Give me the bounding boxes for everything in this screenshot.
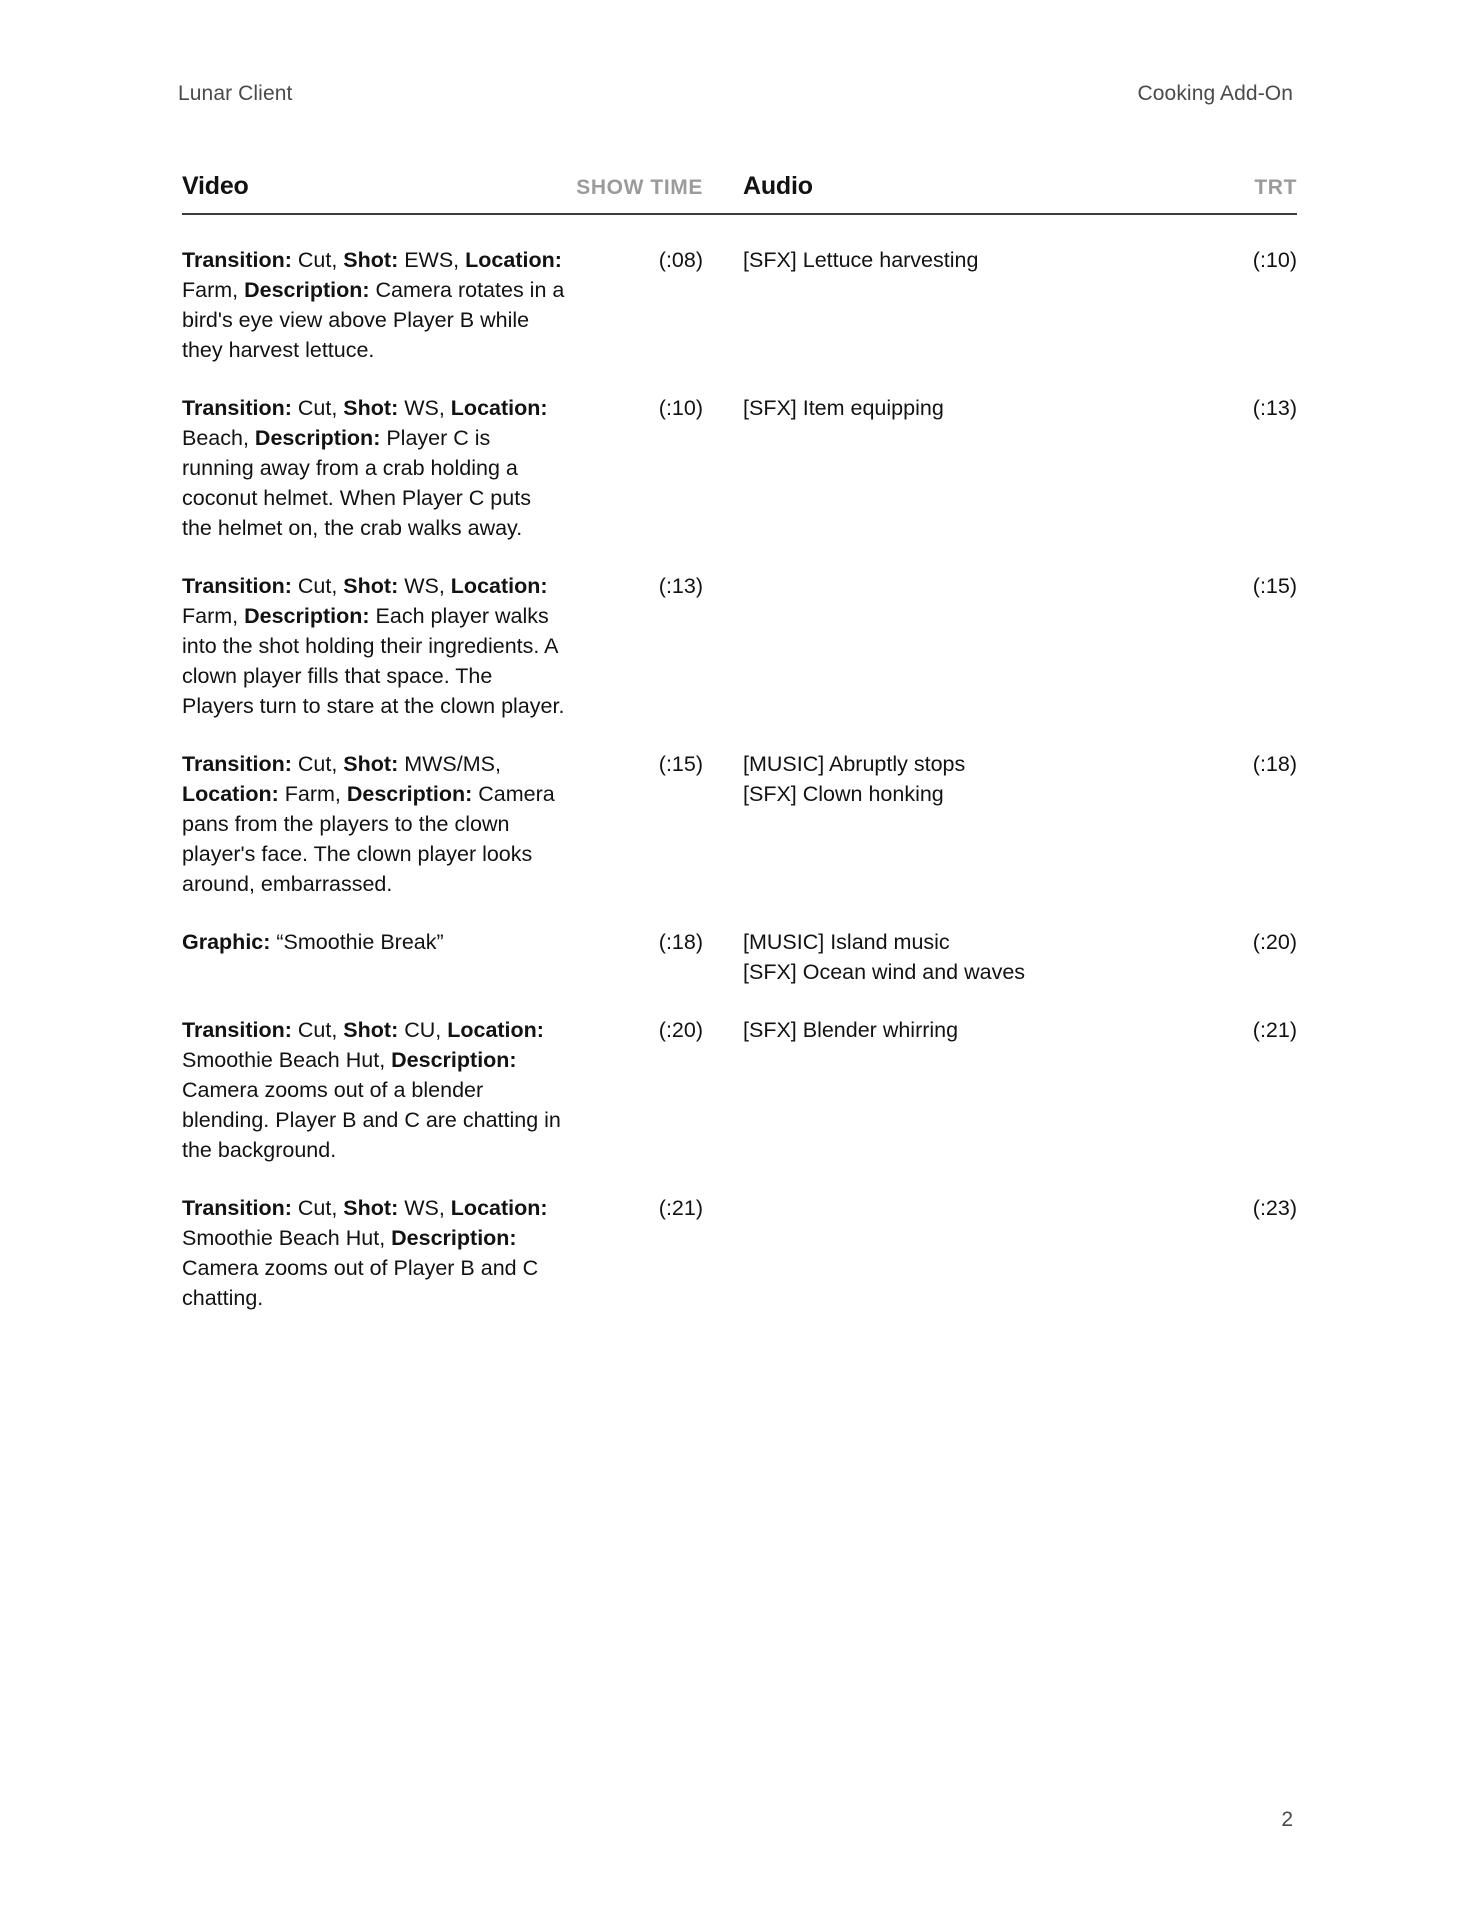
audio-cell (717, 1015, 1167, 1045)
transition-label: Transition: (182, 574, 292, 598)
transition-value: Cut, (291, 574, 344, 598)
audio-line: [MUSIC] Island music (743, 930, 950, 954)
show-time-cell: (:15) (658, 752, 703, 776)
graphic-label: Graphic: (182, 930, 271, 954)
description-label: Description: (244, 604, 370, 628)
audio-cell (717, 245, 1167, 275)
trt-cell: (:13) (1252, 396, 1297, 420)
shot-label: Shot: (343, 574, 399, 598)
location-label: Location: (182, 782, 279, 806)
transition-label: Transition: (182, 1196, 292, 1220)
table-row (182, 365, 1297, 543)
location-value: Farm, (278, 782, 347, 806)
transition-value: Cut, (291, 396, 344, 420)
running-head (178, 82, 1293, 106)
show-time-cell: (:10) (658, 396, 703, 420)
description-value: Camera zooms out of a blender blending. Player B and C are chatting in the background. (182, 1078, 561, 1162)
description-value: Player C is running away from a crab holding a coconut helmet. When Player C puts the helmet on, the crab walks away. (182, 426, 531, 540)
description-label: Description: (391, 1048, 517, 1072)
audio-line: [SFX] Item equipping (743, 396, 944, 420)
location-value: Smoothie Beach Hut, (182, 1048, 392, 1072)
running-head-right: Cooking Add-On (1137, 82, 1293, 105)
transition-label: Transition: (182, 1018, 292, 1042)
transition-value: Cut, (291, 1018, 344, 1042)
audio-cell (717, 927, 1167, 987)
show-time-cell: (:08) (658, 248, 703, 272)
trt-cell: (:21) (1252, 1018, 1297, 1042)
transition-label: Transition: (182, 396, 292, 420)
transition-label: Transition: (182, 752, 292, 776)
description-value: Camera rotates in a bird's eye view above Player B while they harvest lettuce. (182, 278, 565, 362)
shot-label: Shot: (343, 752, 399, 776)
show-time-cell: (:13) (658, 574, 703, 598)
column-header-trt: TRT (1254, 176, 1297, 199)
table-header-row (182, 172, 1297, 215)
transition-value: Cut, (291, 752, 344, 776)
table-row (182, 215, 1297, 365)
show-time-cell: (:18) (658, 930, 703, 954)
page-number: 2 (1281, 1808, 1293, 1831)
shot-label: Shot: (343, 1018, 399, 1042)
audio-cell (717, 749, 1167, 809)
transition-label: Transition: (182, 248, 292, 272)
video-cell (182, 245, 572, 365)
location-value: Farm, (182, 278, 245, 302)
audio-line: [MUSIC] Abruptly stops (743, 752, 966, 776)
video-cell (182, 393, 572, 543)
description-label: Description: (391, 1226, 517, 1250)
trt-cell: (:20) (1252, 930, 1297, 954)
audio-line: [SFX] Lettuce harvesting (743, 248, 979, 272)
video-cell (182, 927, 572, 957)
description-label: Description: (244, 278, 370, 302)
shot-label: Shot: (343, 396, 399, 420)
location-label: Location: (450, 1196, 548, 1220)
location-value: Smoothie Beach Hut, (182, 1226, 392, 1250)
trt-cell: (:23) (1252, 1196, 1297, 1220)
transition-value: Cut, (291, 248, 344, 272)
table-row (182, 721, 1297, 899)
location-label: Location: (450, 396, 548, 420)
graphic-value: “Smoothie Break” (270, 930, 444, 954)
audio-line: [SFX] Blender whirring (743, 1018, 959, 1042)
shot-value: WS, (398, 574, 451, 598)
shot-value: CU, (398, 1018, 448, 1042)
shot-value: WS, (398, 1196, 451, 1220)
shot-value: WS, (398, 396, 451, 420)
table-body (182, 215, 1297, 1313)
video-cell (182, 1193, 572, 1313)
trt-cell: (:18) (1252, 752, 1297, 776)
video-cell (182, 1015, 572, 1165)
location-label: Location: (447, 1018, 544, 1042)
audio-cell (717, 393, 1167, 423)
video-cell (182, 571, 572, 721)
location-label: Location: (465, 248, 562, 272)
av-script-table (182, 172, 1297, 1313)
location-value: Beach, (182, 426, 255, 450)
video-cell (182, 749, 572, 899)
audio-line: [SFX] Clown honking (743, 782, 944, 806)
description-value: Camera pans from the players to the clown player's face. The clown player looks around, embarrassed. (182, 782, 555, 896)
shot-label: Shot: (343, 248, 399, 272)
column-header-video: Video (182, 172, 249, 200)
description-label: Description: (254, 426, 381, 450)
shot-value: EWS, (398, 248, 466, 272)
shot-label: Shot: (343, 1196, 399, 1220)
show-time-cell: (:20) (658, 1018, 703, 1042)
description-label: Description: (346, 782, 473, 806)
column-header-audio: Audio (743, 172, 813, 200)
location-value: Farm, (182, 604, 245, 628)
running-head-left: Lunar Client (178, 82, 293, 105)
table-row (182, 987, 1297, 1165)
transition-value: Cut, (291, 1196, 344, 1220)
description-value: Camera zooms out of Player B and C chatting. (182, 1256, 539, 1310)
table-row (182, 1165, 1297, 1313)
description-value: Each player walks into the shot holding their ingredients. A clown player fills that space. The Players turn to stare at the clown player. (182, 604, 565, 718)
show-time-cell: (:21) (658, 1196, 703, 1220)
location-label: Location: (450, 574, 548, 598)
table-row (182, 899, 1297, 987)
trt-cell: (:10) (1252, 248, 1297, 272)
table-row (182, 543, 1297, 721)
shot-value: MWS/MS, (398, 752, 501, 776)
column-header-show-time: SHOW TIME (576, 176, 703, 199)
trt-cell: (:15) (1252, 574, 1297, 598)
audio-line: [SFX] Ocean wind and waves (743, 960, 1026, 984)
